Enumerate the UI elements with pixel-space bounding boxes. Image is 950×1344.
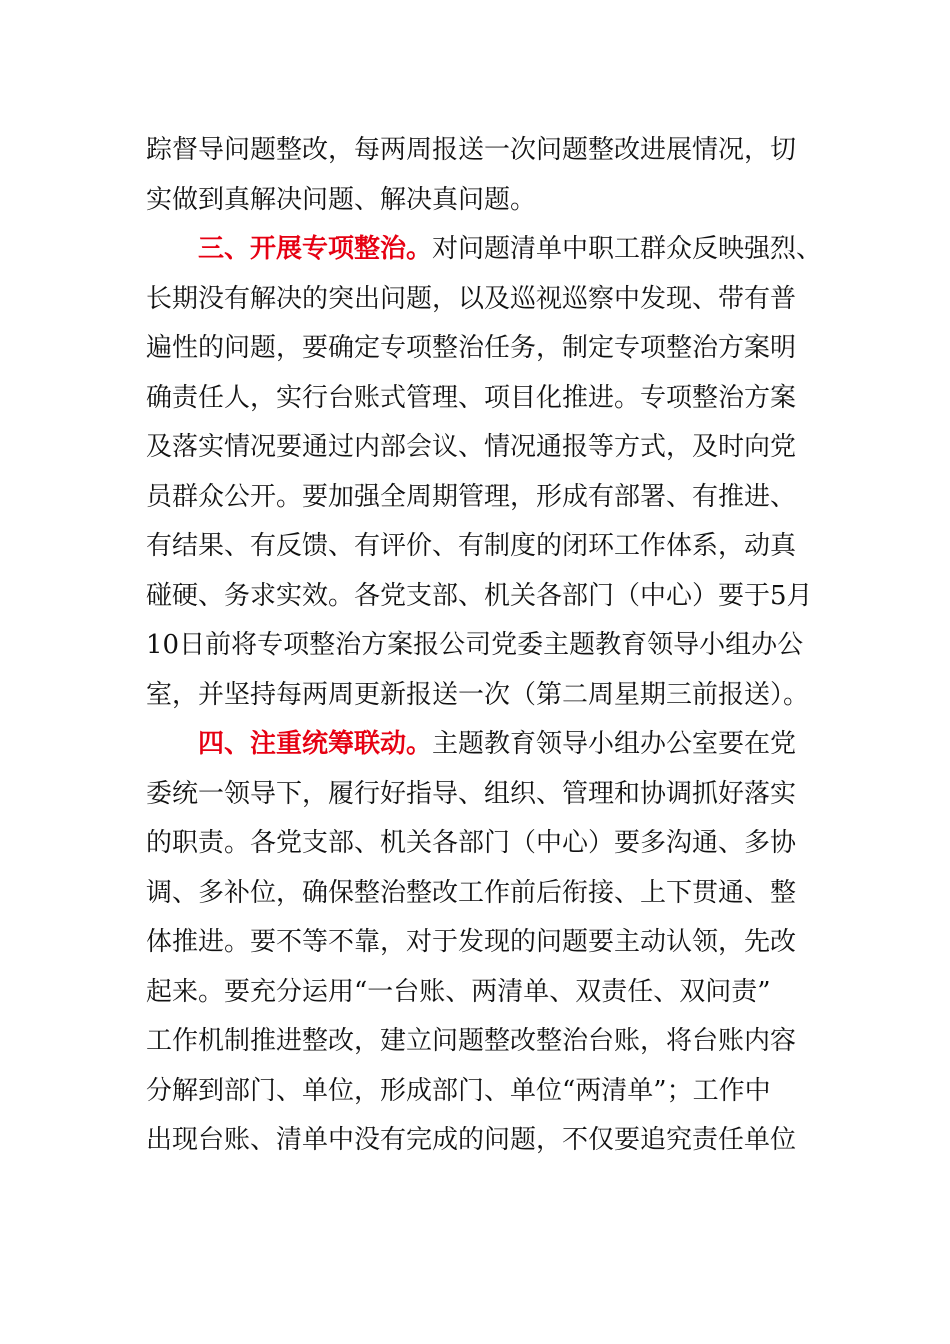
text-line: 踪督导问题整改，每两周报送一次问题整改进展情况，切 bbox=[146, 135, 797, 165]
text-line: 体推进。要不等不靠，对于发现的问题要主动认领，先改 bbox=[146, 927, 797, 957]
text-line: 分解到部门、单位，形成部门、单位“两清单”；工作中 bbox=[146, 1075, 771, 1106]
section-heading: 四、注重统筹联动。 bbox=[198, 729, 433, 759]
text-line: 有结果、有反馈、有评价、有制度的闭环工作体系，动真 bbox=[146, 531, 797, 561]
text-line: 员群众公开。要加强全周期管理，形成有部署、有推进、 bbox=[146, 481, 797, 512]
document-body bbox=[146, 126, 823, 1166]
paragraph-coordination bbox=[146, 720, 814, 1166]
text-line: 的职责。各党支部、机关各部门（中心）要多沟通、多协 bbox=[146, 828, 797, 858]
text-line bbox=[146, 720, 814, 770]
text-line: 长期没有解决的突出问题，以及巡视巡察中发现、带有普 bbox=[146, 283, 797, 314]
paragraph-special-rectification bbox=[146, 225, 823, 720]
text-line: 及落实情况要通过内部会议、情况通报等方式，及时向党 bbox=[146, 432, 797, 462]
text-line: 10日前将专项整治方案报公司党委主题教育领导小组办公 bbox=[146, 630, 804, 660]
text-line: 出现台账、清单中没有完成的问题，不仅要追究责任单位 bbox=[146, 1125, 797, 1155]
paragraph-continuation bbox=[146, 126, 814, 225]
text-line: 碰硬、务求实效。各党支部、机关各部门（中心）要于5月 bbox=[146, 580, 813, 611]
text-line: 委统一领导下，履行好指导、组织、管理和协调抓好落实 bbox=[146, 778, 797, 809]
text-line: 遍性的问题，要确定专项整治任务，制定专项整治方案明 bbox=[146, 333, 797, 363]
text-line bbox=[146, 225, 823, 275]
text-line: 室，并坚持每两周更新报送一次（第二周星期三前报送）。 bbox=[146, 679, 810, 710]
text-line: 调、多补位，确保整治整改工作前后衔接、上下贯通、整 bbox=[146, 877, 797, 908]
section-heading: 三、开展专项整治。 bbox=[198, 234, 433, 264]
text-line: 工作机制推进整改，建立问题整改整治台账，将台账内容 bbox=[146, 1026, 797, 1056]
text-line: 起来。要充分运用“一台账、两清单、双责任、双问责” bbox=[146, 976, 771, 1007]
text-segment: 主题教育领导小组办公室要在党 bbox=[432, 729, 797, 759]
text-line: 实做到真解决问题、解决真问题。 bbox=[146, 184, 537, 215]
text-line: 确责任人，实行台账式管理、项目化推进。专项整治方案 bbox=[146, 382, 797, 413]
text-segment: 对问题清单中职工群众反映强烈、 bbox=[432, 234, 823, 264]
